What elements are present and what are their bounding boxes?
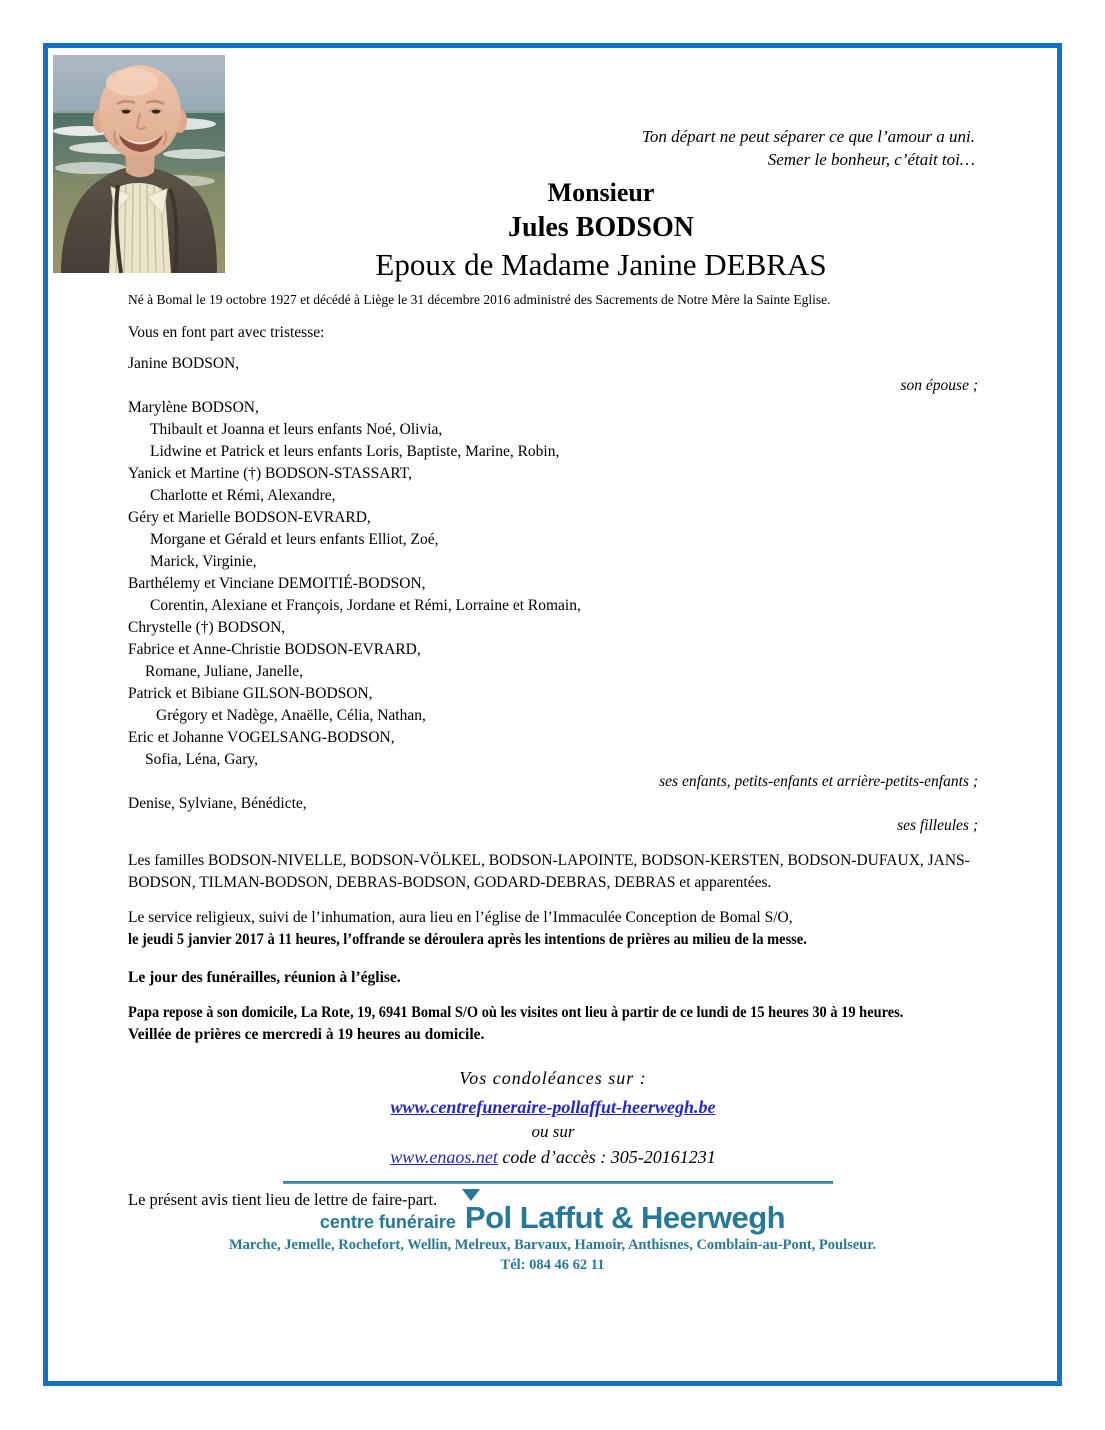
family-line: Eric et Johanne VOGELSANG-BODSON, — [128, 729, 395, 746]
family-line: Morgane et Gérald et leurs enfants Elliot, Zoé, — [150, 531, 439, 548]
announcement-line: Vous en font part avec tristesse: — [128, 324, 325, 341]
brand-prefix: centre funéraire — [319, 1212, 456, 1232]
announcement-body — [128, 291, 978, 1211]
family-line: Sofia, Léna, Gary, — [145, 751, 259, 768]
family-line: Grégory et Nadège, Anaëlle, Célia, Nathan, — [156, 707, 426, 724]
title-salutation: Monsieur — [547, 178, 655, 207]
memorial-quote — [350, 125, 975, 171]
family-line: Denise, Sylviane, Bénédicte, — [128, 795, 307, 812]
family-line: Barthélemy et Vinciane DEMOITIÉ-BODSON, — [128, 575, 426, 592]
service-line-bold: le jeudi 5 janvier 2017 à 11 heures, l’offrande se déroulera après les intentions de prières au milieu de la messe. — [128, 931, 807, 948]
family-line: ses enfants, petits-enfants et arrière-petits-enfants ; — [659, 773, 978, 790]
funeral-home-logo — [0, 1200, 1105, 1236]
service-line-regular: Le service religieux, suivi de l’inhumation, aura lieu en l’église de l’Immaculée Conception de Bomal S/O, — [128, 909, 793, 926]
reunion-line: Le jour des funérailles, réunion à l’église. — [128, 969, 401, 986]
access-code: code d’accès : 305-20161231 — [497, 1147, 716, 1167]
enaos-line — [128, 1144, 978, 1170]
family-line: Charlotte et Rémi, Alexandre, — [150, 487, 336, 504]
portrait-photo-illustration — [53, 55, 225, 273]
condolences-block — [128, 1065, 978, 1170]
brand-row — [320, 1200, 785, 1236]
deceased-name: Jules BODSON — [508, 212, 694, 243]
family-line: Janine BODSON, — [128, 355, 240, 372]
birth-death-line: Né à Bomal le 19 octobre 1927 et décédé à Liège le 31 décembre 2016 administré des Sacrements de Notre Mère la Sainte Eglise. — [128, 292, 831, 307]
closing-line: Le présent avis tient lieu de lettre de faire-part. — [128, 1190, 438, 1209]
family-line: ses filleules ; — [897, 817, 978, 834]
portrait-photo — [53, 55, 225, 273]
footer-divider — [283, 1181, 833, 1184]
condolences-or: ou sur — [531, 1122, 575, 1141]
family-line: Marylène BODSON, — [128, 399, 259, 416]
memorial-quote-line1: Ton départ ne peut séparer ce que l’amour a uni. — [641, 127, 975, 146]
repose-paragraph — [128, 1002, 978, 1046]
funeral-home-website-link[interactable]: www.centrefuneraire-pollaffut-heerwegh.be — [390, 1097, 716, 1117]
family-line: Romane, Juliane, Janelle, — [145, 663, 303, 680]
family-line: son épouse ; — [900, 377, 978, 394]
family-line: Lidwine et Patrick et leurs enfants Loris, Baptiste, Marine, Robin, — [150, 443, 560, 460]
family-line: Chrystelle (†) BODSON, — [128, 619, 286, 636]
down-triangle-icon — [462, 1189, 480, 1201]
condolences-intro: Vos condoléances sur : — [459, 1068, 647, 1088]
veillee-line: Veillée de prières ce mercredi à 19 heures au domicile. — [128, 1026, 485, 1043]
family-line: Yanick et Martine (†) BODSON-STASSART, — [128, 465, 413, 482]
service-paragraph — [128, 907, 978, 951]
titles-block — [225, 176, 977, 284]
family-line: Corentin, Alexiane et François, Jordane et Rémi, Lorraine et Romain, — [150, 597, 581, 614]
memorial-quote-line2: Semer le bonheur, c’était toi… — [767, 150, 975, 169]
brand-name: Pol Laffut & Heerwegh — [464, 1200, 786, 1235]
family-list — [128, 353, 978, 837]
footer-phone: Tél: 084 46 62 11 — [500, 1257, 605, 1273]
family-line: Patrick et Bibiane GILSON-BODSON, — [128, 685, 373, 702]
family-line: Géry et Marielle BODSON-EVRARD, — [128, 509, 371, 526]
enaos-website-link[interactable]: www.enaos.net — [390, 1147, 498, 1167]
family-line: Marick, Virginie, — [150, 553, 257, 570]
repose-line: Papa repose à son domicile, La Rote, 19, 6941 Bomal S/O où les visites ont lieu à partir de ce lundi de 15 heures 30 à 19 heures. — [128, 1004, 904, 1021]
footer-locations: Marche, Jemelle, Rochefort, Wellin, Melreux, Barvaux, Hamoir, Anthisnes, Comblain-au-Pont, Poulseur. — [229, 1237, 876, 1253]
family-line: Thibault et Joanna et leurs enfants Noé, Olivia, — [150, 421, 443, 438]
spouse-line: Epoux de Madame Janine DEBRAS — [375, 247, 827, 282]
family-line: Fabrice et Anne-Christie BODSON-EVRARD, — [128, 641, 421, 658]
related-families: Les familles BODSON-NIVELLE, BODSON-VÖLKEL, BODSON-LAPOINTE, BODSON-KERSTEN, BODSON-DUFAUX, JANS-BODSON, TILMAN-BODSON, DEBRAS-BODSON, GODARD-DEBRAS, DEBRAS et apparentées. — [128, 852, 970, 891]
